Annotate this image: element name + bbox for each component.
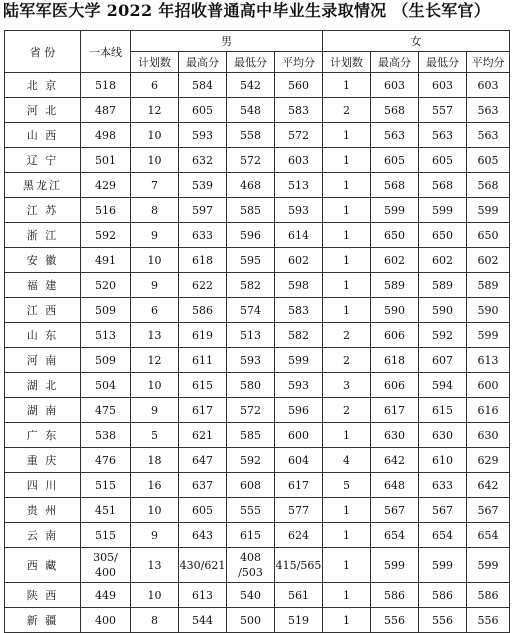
table-row [5,473,510,498]
male-plan-cell: 9 [131,398,179,423]
province-cell: 河 南 [5,348,81,373]
male-plan-cell: 8 [131,198,179,223]
male-plan-cell: 10 [131,583,179,608]
female-plan-cell: 1 [323,173,371,198]
male-plan-cell: 6 [131,298,179,323]
female-plan-cell: 1 [323,583,371,608]
female-max-cell: 654 [371,523,419,548]
female-avg-cell: 605 [467,148,510,173]
male-max-cell: 605 [179,498,227,523]
male-max-cell: 647 [179,448,227,473]
header-male-max: 最高分 [179,52,227,73]
female-max-cell: 650 [371,223,419,248]
male-min-cell: 585 [227,198,275,223]
tier1-line-cell: 504 [81,373,131,398]
tier1-line-cell: 515 [81,523,131,548]
table-row [5,498,510,523]
female-max-cell: 567 [371,498,419,523]
female-avg-cell: 563 [467,98,510,123]
female-min-cell: 633 [419,473,467,498]
male-min-cell: 595 [227,248,275,273]
female-max-cell: 602 [371,248,419,273]
tier1-line-cell: 538 [81,423,131,448]
male-min-cell: 540 [227,583,275,608]
male-min-cell: 542 [227,73,275,98]
tier1-line-cell: 476 [81,448,131,473]
male-plan-cell: 13 [131,548,179,583]
tier1-line-cell: 451 [81,498,131,523]
female-plan-cell: 5 [323,473,371,498]
female-plan-cell: 1 [323,223,371,248]
female-plan-cell: 1 [323,198,371,223]
female-avg-cell: 586 [467,583,510,608]
male-avg-cell: 596 [275,398,323,423]
male-avg-cell: 513 [275,173,323,198]
header-female-max: 最高分 [371,52,419,73]
female-max-cell: 606 [371,323,419,348]
female-avg-cell: 603 [467,73,510,98]
table-row [5,523,510,548]
male-max-cell: 586 [179,298,227,323]
male-avg-cell: 593 [275,198,323,223]
male-min-cell: 572 [227,398,275,423]
tier1-line-cell: 520 [81,273,131,298]
male-avg-cell: 614 [275,223,323,248]
female-max-cell: 618 [371,348,419,373]
province-cell: 福 建 [5,273,81,298]
male-plan-cell: 10 [131,148,179,173]
male-max-cell: 539 [179,173,227,198]
table-row [5,248,510,273]
male-min-cell: 608 [227,473,275,498]
header-male-plan: 计划数 [131,52,179,73]
female-min-cell: 599 [419,548,467,583]
tier1-line-cell: 513 [81,323,131,348]
male-max-cell: 544 [179,608,227,633]
male-min-cell: 513 [227,323,275,348]
table-row [5,398,510,423]
province-cell: 云 南 [5,523,81,548]
header-female: 女 [323,31,510,52]
female-min-cell: 568 [419,173,467,198]
female-min-cell: 590 [419,298,467,323]
female-max-cell: 599 [371,548,419,583]
header-male-avg: 平均分 [275,52,323,73]
male-plan-cell: 7 [131,173,179,198]
tier1-line-cell: 400 [81,608,131,633]
female-plan-cell: 4 [323,448,371,473]
female-plan-cell: 2 [323,348,371,373]
female-avg-cell: 629 [467,448,510,473]
female-max-cell: 630 [371,423,419,448]
male-max-cell: 605 [179,98,227,123]
tier1-line-cell: 498 [81,123,131,148]
header-female-min: 最低分 [419,52,467,73]
female-max-cell: 590 [371,298,419,323]
male-plan-cell: 18 [131,448,179,473]
male-plan-cell: 10 [131,373,179,398]
male-max-cell: 643 [179,523,227,548]
female-max-cell: 603 [371,73,419,98]
female-max-cell: 556 [371,608,419,633]
tier1-line-cell: 475 [81,398,131,423]
province-cell: 山 西 [5,123,81,148]
table-row [5,73,510,98]
male-min-cell: 408 /503 [227,548,275,583]
province-cell: 浙 江 [5,223,81,248]
male-avg-cell: 624 [275,523,323,548]
male-avg-cell: 561 [275,583,323,608]
male-max-cell: 618 [179,248,227,273]
female-min-cell: 567 [419,498,467,523]
table-row [5,548,510,583]
province-cell: 河 北 [5,98,81,123]
tier1-line-cell: 487 [81,98,131,123]
female-min-cell: 592 [419,323,467,348]
female-max-cell: 648 [371,473,419,498]
female-max-cell: 563 [371,123,419,148]
table-row [5,223,510,248]
female-min-cell: 654 [419,523,467,548]
female-avg-cell: 600 [467,373,510,398]
male-avg-cell: 415/565 [275,548,323,583]
female-avg-cell: 613 [467,348,510,373]
male-avg-cell: 583 [275,98,323,123]
male-avg-cell: 577 [275,498,323,523]
tier1-line-cell: 491 [81,248,131,273]
female-min-cell: 589 [419,273,467,298]
province-cell: 辽 宁 [5,148,81,173]
province-cell: 江 苏 [5,198,81,223]
female-avg-cell: 616 [467,398,510,423]
female-plan-cell: 2 [323,398,371,423]
male-min-cell: 596 [227,223,275,248]
table-row [5,323,510,348]
female-avg-cell: 599 [467,323,510,348]
female-avg-cell: 590 [467,298,510,323]
female-avg-cell: 642 [467,473,510,498]
female-min-cell: 650 [419,223,467,248]
female-avg-cell: 556 [467,608,510,633]
male-avg-cell: 599 [275,348,323,373]
table-row [5,608,510,633]
male-max-cell: 430/621 [179,548,227,583]
female-avg-cell: 602 [467,248,510,273]
province-cell: 山 东 [5,323,81,348]
male-plan-cell: 16 [131,473,179,498]
female-max-cell: 568 [371,98,419,123]
female-plan-cell: 1 [323,498,371,523]
female-max-cell: 642 [371,448,419,473]
male-max-cell: 621 [179,423,227,448]
province-cell: 北 京 [5,73,81,98]
header-tier1-line: 一本线 [81,31,131,73]
male-plan-cell: 10 [131,248,179,273]
male-max-cell: 617 [179,398,227,423]
province-cell: 贵 州 [5,498,81,523]
header-female-avg: 平均分 [467,52,510,73]
tier1-line-cell: 516 [81,198,131,223]
female-plan-cell: 1 [323,523,371,548]
tier1-line-cell: 429 [81,173,131,198]
male-max-cell: 615 [179,373,227,398]
table-row [5,123,510,148]
female-plan-cell: 1 [323,248,371,273]
female-avg-cell: 567 [467,498,510,523]
male-min-cell: 585 [227,423,275,448]
male-min-cell: 468 [227,173,275,198]
male-avg-cell: 604 [275,448,323,473]
female-plan-cell: 1 [323,73,371,98]
table-body [5,73,510,633]
page-title: 陆军军医大学 2022 年招收普通高中毕业生录取情况 （生长军官） [3,1,491,20]
female-avg-cell: 654 [467,523,510,548]
tier1-line-cell: 509 [81,298,131,323]
female-plan-cell: 1 [323,548,371,583]
male-avg-cell: 593 [275,373,323,398]
header-male-min: 最低分 [227,52,275,73]
female-min-cell: 610 [419,448,467,473]
male-plan-cell: 10 [131,123,179,148]
female-max-cell: 617 [371,398,419,423]
female-plan-cell: 1 [323,148,371,173]
male-min-cell: 582 [227,273,275,298]
male-plan-cell: 12 [131,98,179,123]
male-plan-cell: 9 [131,523,179,548]
male-min-cell: 555 [227,498,275,523]
tier1-line-cell: 501 [81,148,131,173]
male-max-cell: 613 [179,583,227,608]
male-min-cell: 593 [227,348,275,373]
female-plan-cell: 1 [323,423,371,448]
male-max-cell: 637 [179,473,227,498]
header-female-plan: 计划数 [323,52,371,73]
province-cell: 安 徽 [5,248,81,273]
female-min-cell: 602 [419,248,467,273]
female-min-cell: 586 [419,583,467,608]
female-min-cell: 607 [419,348,467,373]
male-avg-cell: 519 [275,608,323,633]
female-max-cell: 589 [371,273,419,298]
male-min-cell: 592 [227,448,275,473]
tier1-line-cell: 305/ 400 [81,548,131,583]
male-max-cell: 584 [179,73,227,98]
male-avg-cell: 600 [275,423,323,448]
male-max-cell: 597 [179,198,227,223]
male-avg-cell: 598 [275,273,323,298]
female-avg-cell: 650 [467,223,510,248]
female-plan-cell: 1 [323,608,371,633]
female-min-cell: 599 [419,198,467,223]
female-plan-cell: 1 [323,273,371,298]
female-max-cell: 568 [371,173,419,198]
male-avg-cell: 572 [275,123,323,148]
province-cell: 湖 南 [5,398,81,423]
male-avg-cell: 602 [275,248,323,273]
female-min-cell: 630 [419,423,467,448]
male-max-cell: 619 [179,323,227,348]
province-cell: 四 川 [5,473,81,498]
male-min-cell: 615 [227,523,275,548]
table-row [5,98,510,123]
male-min-cell: 580 [227,373,275,398]
female-min-cell: 557 [419,98,467,123]
female-avg-cell: 599 [467,198,510,223]
female-avg-cell: 563 [467,123,510,148]
male-avg-cell: 603 [275,148,323,173]
province-cell: 重 庆 [5,448,81,473]
tier1-line-cell: 518 [81,73,131,98]
male-plan-cell: 9 [131,273,179,298]
admission-table [4,30,510,633]
female-min-cell: 563 [419,123,467,148]
tier1-line-cell: 515 [81,473,131,498]
male-min-cell: 548 [227,98,275,123]
female-plan-cell: 2 [323,98,371,123]
male-plan-cell: 8 [131,608,179,633]
female-max-cell: 586 [371,583,419,608]
male-plan-cell: 10 [131,498,179,523]
table-row [5,273,510,298]
header-male: 男 [131,31,323,52]
male-avg-cell: 582 [275,323,323,348]
province-cell: 陕 西 [5,583,81,608]
male-avg-cell: 617 [275,473,323,498]
female-min-cell: 594 [419,373,467,398]
male-plan-cell: 5 [131,423,179,448]
table-row [5,373,510,398]
female-plan-cell: 3 [323,373,371,398]
male-plan-cell: 9 [131,223,179,248]
table-row [5,173,510,198]
female-min-cell: 615 [419,398,467,423]
female-plan-cell: 1 [323,298,371,323]
province-cell: 湖 北 [5,373,81,398]
female-max-cell: 606 [371,373,419,398]
male-avg-cell: 583 [275,298,323,323]
male-plan-cell: 13 [131,323,179,348]
province-cell: 广 东 [5,423,81,448]
male-max-cell: 611 [179,348,227,373]
table-row [5,448,510,473]
male-min-cell: 500 [227,608,275,633]
female-max-cell: 599 [371,198,419,223]
male-max-cell: 593 [179,123,227,148]
male-avg-cell: 560 [275,73,323,98]
female-plan-cell: 2 [323,323,371,348]
female-min-cell: 556 [419,608,467,633]
male-min-cell: 574 [227,298,275,323]
tier1-line-cell: 509 [81,348,131,373]
male-min-cell: 572 [227,148,275,173]
province-cell: 西 藏 [5,548,81,583]
table-row [5,298,510,323]
province-cell: 新 疆 [5,608,81,633]
table-row [5,583,510,608]
female-max-cell: 605 [371,148,419,173]
female-avg-cell: 630 [467,423,510,448]
female-avg-cell: 599 [467,548,510,583]
tier1-line-cell: 449 [81,583,131,608]
table-row [5,423,510,448]
male-plan-cell: 6 [131,73,179,98]
male-max-cell: 622 [179,273,227,298]
female-min-cell: 605 [419,148,467,173]
female-min-cell: 603 [419,73,467,98]
province-cell: 黑龙江 [5,173,81,198]
male-plan-cell: 12 [131,348,179,373]
male-max-cell: 632 [179,148,227,173]
female-avg-cell: 568 [467,173,510,198]
male-min-cell: 558 [227,123,275,148]
female-plan-cell: 1 [323,123,371,148]
header-province: 省 份 [5,31,81,73]
table-row [5,348,510,373]
tier1-line-cell: 592 [81,223,131,248]
table-row [5,198,510,223]
table-row [5,148,510,173]
male-max-cell: 633 [179,223,227,248]
female-avg-cell: 589 [467,273,510,298]
province-cell: 江 西 [5,298,81,323]
